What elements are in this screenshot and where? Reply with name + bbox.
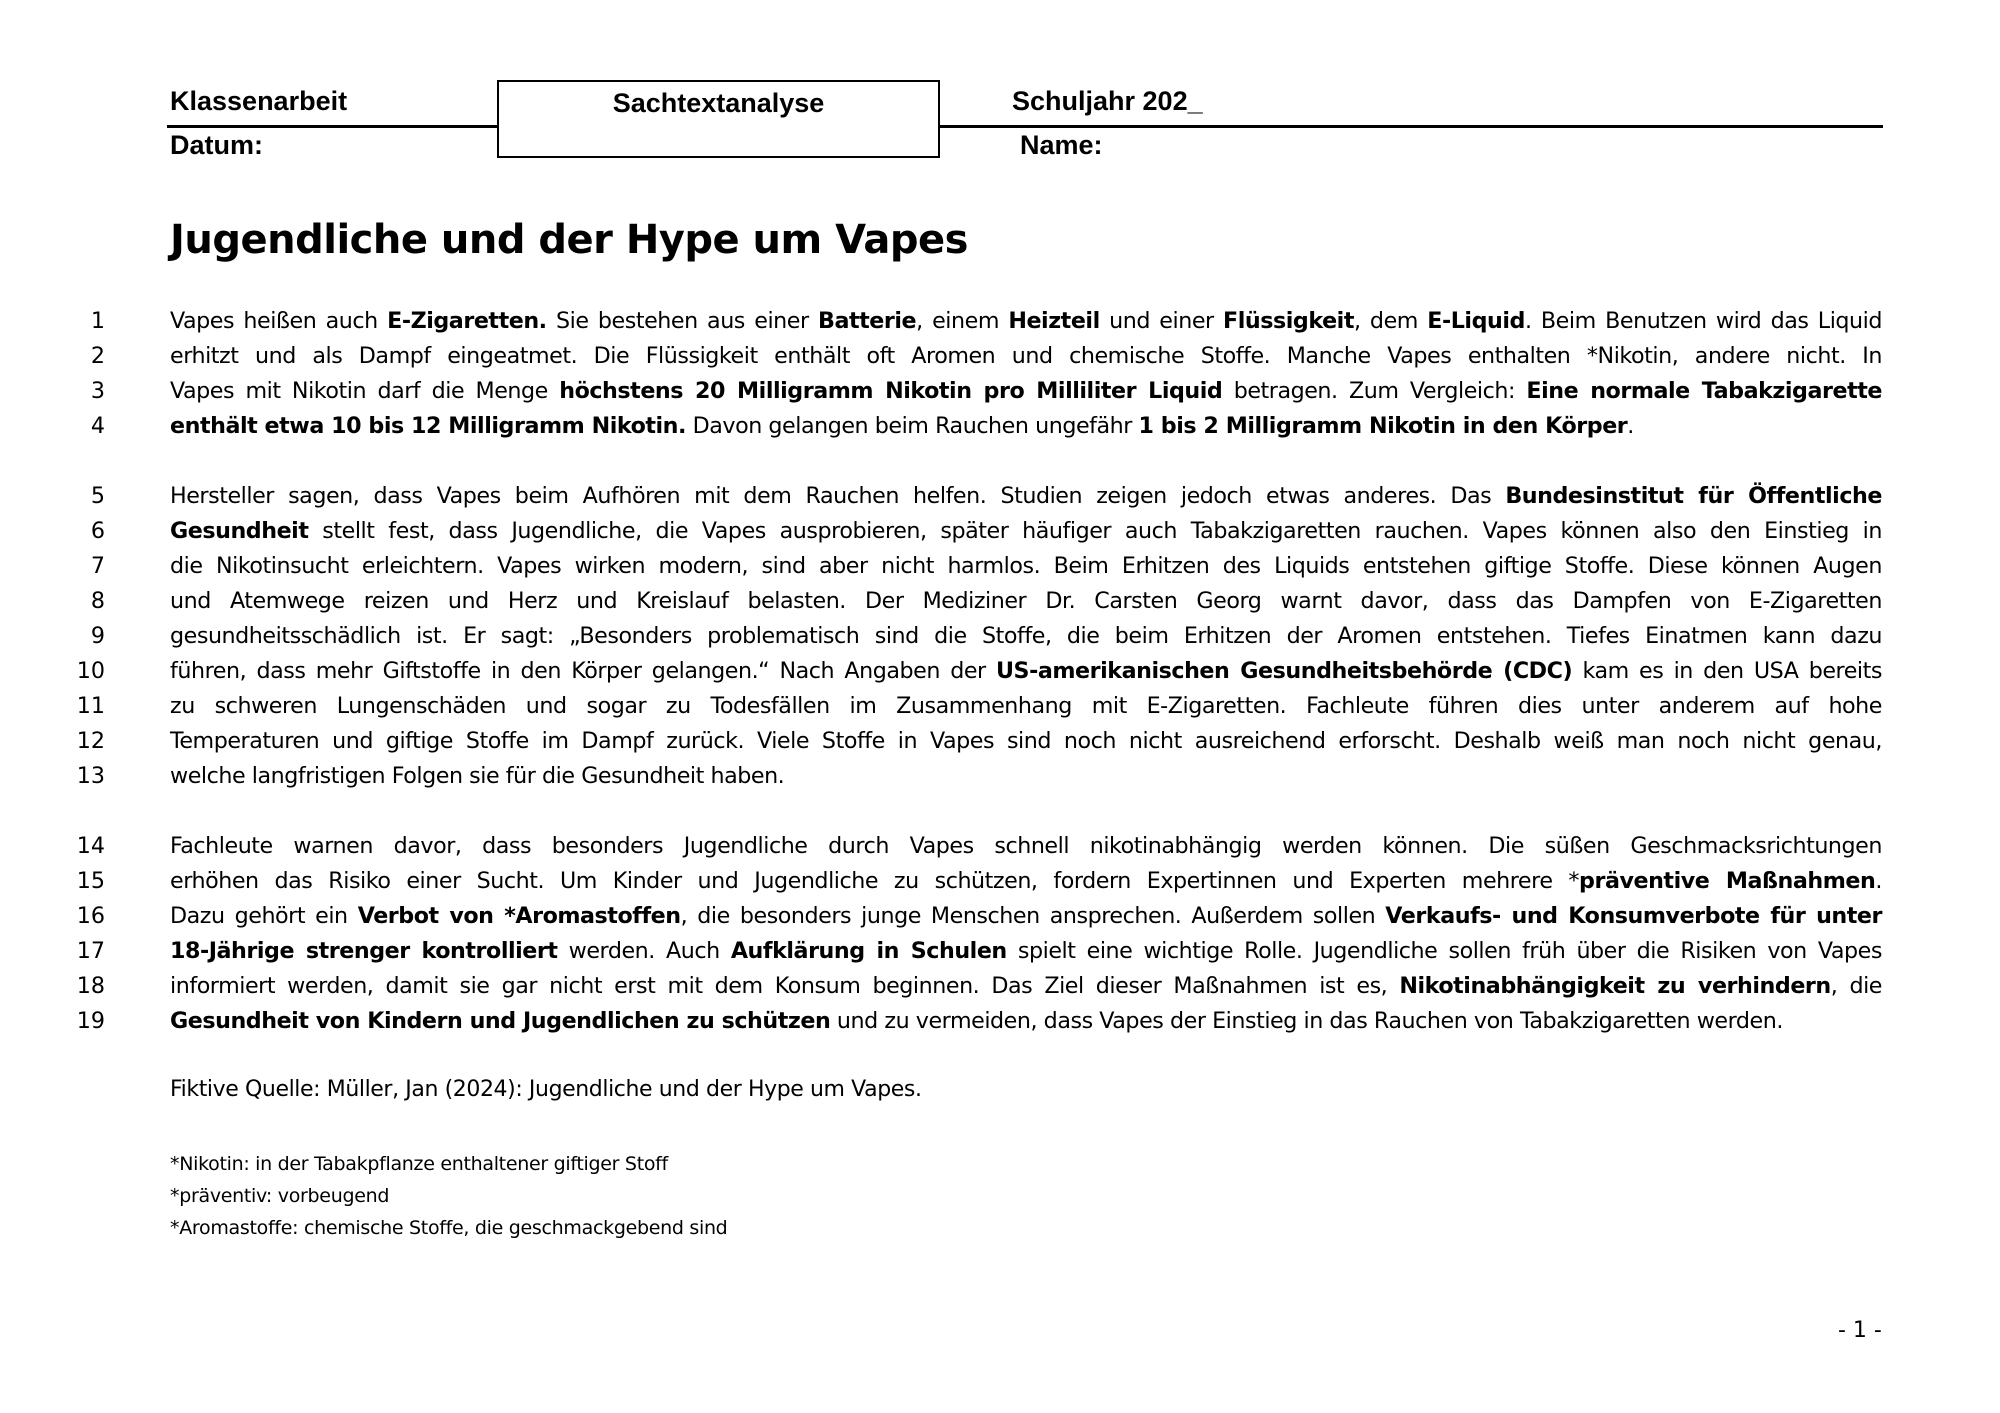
article-body bbox=[76, 304, 1883, 1074]
text-line: 13 welche langfristigen Folgen sie für die Gesundheit haben. bbox=[170, 759, 1882, 794]
header-name-label: Name: bbox=[1020, 130, 1103, 160]
line-number: 8 bbox=[90, 588, 105, 614]
text-line: 15 erhöhen das Risiko einer Sucht. Um Kinder und Jugendliche zu schützen, fordern Expertinnen und Experten mehrere *präventive Maßnahmen. bbox=[170, 864, 1882, 899]
text-line: 12 Temperaturen und giftige Stoffe im Dampf zurück. Viele Stoffe in Vapes sind noch nicht ausreichend erforscht. Deshalb weiß man noch nicht genau, bbox=[170, 724, 1882, 759]
text-line: 19 Gesundheit von Kindern und Jugendlichen zu schützen und zu vermeiden, dass Vapes der Einstieg in das Rauchen von Tabakzigaretten werden. bbox=[170, 1004, 1882, 1039]
text-line: 14 Fachleute warnen davor, dass besonders Jugendliche durch Vapes schnell nikotinabhängig werden können. Die süßen Geschmacksrichtungen bbox=[170, 829, 1882, 864]
header-subject-box: Sachtextanalyse bbox=[497, 80, 940, 158]
text-line: 16 Dazu gehört ein Verbot von *Aromastoffen, die besonders junge Menschen ansprechen. Außerdem sollen Verkaufs- und Konsumverbote für unter bbox=[170, 899, 1882, 934]
text-line: 11 zu schweren Lungenschäden und sogar zu Todesfällen im Zusammenhang mit E-Zigaretten. Fachleute führen dies unter anderem auf hohe bbox=[170, 689, 1882, 724]
paragraph-2 bbox=[76, 479, 1883, 794]
line-number: 7 bbox=[90, 553, 105, 579]
text-line: 5 Hersteller sagen, dass Vapes beim Aufhören mit dem Rauchen helfen. Studien zeigen jedoch etwas anderes. Das Bundesinstitut für Öffentliche bbox=[170, 479, 1882, 514]
source-citation: Fiktive Quelle: Müller, Jan (2024): Jugendliche und der Hype um Vapes. bbox=[170, 1077, 922, 1102]
text-line: 10 führen, dass mehr Giftstoffe in den Körper gelangen.“ Nach Angaben der US-amerikanischen Gesundheitsbehörde (CDC) kam es in den USA bereits bbox=[170, 654, 1882, 689]
header-rule-left bbox=[167, 125, 497, 128]
text-line: 9 gesundheitsschädlich ist. Er sagt: „Besonders problematisch sind die Stoffe, die beim Erhitzen der Aromen entstehen. Tiefes Einatmen kann dazu bbox=[170, 619, 1882, 654]
header-schuljahr: Schuljahr 202_ bbox=[1012, 86, 1203, 116]
text-line: 2 erhitzt und als Dampf eingeatmet. Die Flüssigkeit enthält oft Aromen und chemische Stoffe. Manche Vapes enthalten *Nikotin, andere nicht. In bbox=[170, 339, 1882, 374]
footnote-nikotin: *Nikotin: in der Tabakpflanze enthaltener giftiger Stoff bbox=[170, 1153, 668, 1175]
line-number: 6 bbox=[90, 518, 105, 544]
line-number: 18 bbox=[76, 973, 105, 999]
header-datum-label: Datum: bbox=[170, 130, 263, 160]
text-line: 6 Gesundheit stellt fest, dass Jugendliche, die Vapes ausprobieren, später häufiger auch Tabakzigaretten rauchen. Vapes können also den Einstieg in bbox=[170, 514, 1882, 549]
paragraph-3 bbox=[76, 829, 1883, 1039]
header-klassenarbeit: Klassenarbeit bbox=[170, 86, 348, 116]
line-number: 13 bbox=[76, 763, 105, 789]
line-number: 16 bbox=[76, 903, 105, 929]
line-number: 4 bbox=[90, 413, 105, 439]
line-number: 12 bbox=[76, 728, 105, 754]
text-line: 18 informiert werden, damit sie gar nicht erst mit dem Konsum beginnen. Das Ziel dieser Maßnahmen ist es, Nikotinabhängigkeit zu verhindern, die bbox=[170, 969, 1882, 1004]
page-title: Jugendliche und der Hype um Vapes bbox=[170, 217, 968, 263]
line-number: 9 bbox=[90, 623, 105, 649]
text-line: 17 18-Jährige strenger kontrolliert werden. Auch Aufklärung in Schulen spielt eine wichtige Rolle. Jugendliche sollen früh über die Risiken von Vapes bbox=[170, 934, 1882, 969]
text-line: 4 enthält etwa 10 bis 12 Milligramm Nikotin. Davon gelangen beim Rauchen ungefähr 1 bis 2 Milligramm Nikotin in den Körper. bbox=[170, 409, 1882, 444]
line-number: 15 bbox=[76, 868, 105, 894]
text-line: 1 Vapes heißen auch E-Zigaretten. Sie bestehen aus einer Batterie, einem Heizteil und einer Flüssigkeit, dem E-Liquid. Beim Benutzen wird das Liquid bbox=[170, 304, 1882, 339]
footnote-praeventiv: *präventiv: vorbeugend bbox=[170, 1185, 390, 1207]
page-number: - 1 - bbox=[1838, 1318, 1882, 1343]
line-number: 5 bbox=[90, 483, 105, 509]
line-number: 3 bbox=[90, 378, 105, 404]
line-number: 17 bbox=[76, 938, 105, 964]
line-number: 1 bbox=[90, 308, 105, 334]
line-number: 19 bbox=[76, 1008, 105, 1034]
text-line: 3 Vapes mit Nikotin darf die Menge höchstens 20 Milligramm Nikotin pro Milliliter Liquid betragen. Zum Vergleich: Eine normale Tabakzigarette bbox=[170, 374, 1882, 409]
paragraph-1 bbox=[90, 304, 1883, 444]
line-number: 10 bbox=[76, 658, 105, 684]
text-line: 8 und Atemwege reizen und Herz und Kreislauf belasten. Der Mediziner Dr. Carsten Georg warnt davor, dass das Dampfen von E-Zigaretten bbox=[170, 584, 1882, 619]
header-rule-right bbox=[940, 125, 1883, 128]
footnotes bbox=[170, 1148, 727, 1244]
line-number: 14 bbox=[76, 833, 105, 859]
line-number: 11 bbox=[76, 693, 105, 719]
line-number: 2 bbox=[90, 343, 105, 369]
footnote-aromastoffe: *Aromastoffe: chemische Stoffe, die geschmackgebend sind bbox=[170, 1217, 728, 1239]
text-line: 7 die Nikotinsucht erleichtern. Vapes wirken modern, sind aber nicht harmlos. Beim Erhitzen des Liquids entstehen giftige Stoffe. Diese können Augen bbox=[170, 549, 1882, 584]
